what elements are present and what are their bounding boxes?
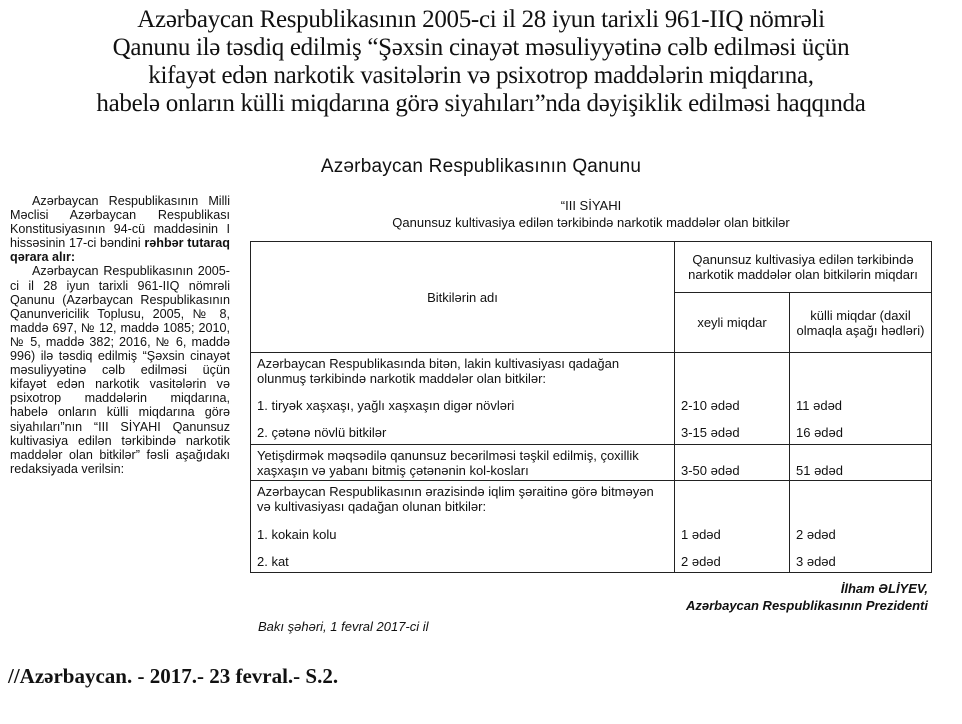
signatory-name: İlham ƏLİYEV, bbox=[840, 581, 928, 596]
list-number: “III SİYAHI bbox=[560, 198, 622, 213]
header-quantity-group: Qanunsuz kultivasiya edilən tərkibində narkotik maddələr olan bitkilərin miqdarı bbox=[675, 242, 932, 293]
list-heading bbox=[250, 197, 932, 231]
table-row bbox=[251, 423, 932, 445]
section-2-title: Yetişdirmək məqsədilə qanunsuz becərilməsi təşkil edilmiş, çoxillik xaşxaşın və yabanı bitmiş çətənənin kol-kosları bbox=[251, 445, 675, 481]
source-citation: //Azərbaycan. - 2017.- 23 fevral.- S.2. bbox=[8, 664, 339, 688]
document-heading bbox=[20, 6, 942, 118]
signatory-title: Azərbaycan Respublikasının Prezidenti bbox=[685, 598, 928, 613]
table-row bbox=[251, 552, 932, 573]
section-1-title: Azərbaycan Respublikasında bitən, lakin kultivasiyası qadağan olunmuş tərkibində narkotik maddələr olan bitkilər: bbox=[251, 353, 675, 396]
large-amount: 16 ədəd bbox=[790, 423, 932, 445]
signature bbox=[686, 580, 928, 614]
header-significant: xeyli miqdar bbox=[675, 293, 790, 353]
plant-name: 2. çətənə növlü bitkilər bbox=[251, 423, 675, 445]
significant-amount: 3-15 ədəd bbox=[675, 423, 790, 445]
table-row bbox=[251, 353, 932, 396]
place-date: Bakı şəhəri, 1 fevral 2017-ci il bbox=[258, 619, 429, 634]
heading-line-2: Qanunu ilə təsdiq edilmiş “Şəxsin cinayət məsuliyyətinə cəlb edilməsi üçün bbox=[112, 34, 850, 61]
large-amount: 3 ədəd bbox=[790, 552, 932, 573]
plant-name: 1. tiryək xaşxaşı, yağlı xaşxaşın digər növləri bbox=[251, 395, 675, 423]
section-3-title: Azərbaycan Respublikasının ərazisində iqlim şəraitinə görə bitməyən və kultivasiyası qadağan olunan bitkilər: bbox=[251, 481, 675, 525]
large-amount: 2 ədəd bbox=[790, 524, 932, 552]
empty-cell bbox=[790, 481, 932, 525]
preamble-paragraph-2: Azərbaycan Respublikasının 2005-ci il 28 iyun tarixli 961-IIQ nömrəli Qanunu (Azərbaycan Respublikasının Qanunvericilik Toplusu, 2005, № 8, maddə 697, № 12, maddə 1085; 2010, № 5, maddə 382; 2016, № 6, maddə 996) ilə təsdiq edilmiş “Şəxsin cinayət məsuliyyətinə cəlb edilməsi üçün kifayət edən narkotik vasitələrin və psixotrop maddələrin miqdarına, habelə onların külli miqdarına görə siyahıları”nın “III SİYAHI Qanunsuz kultivasiya edilən tərkibində narkotik maddələr olan bitkilər” fəsli aşağıdakı redaksiyada verilsin: bbox=[10, 264, 230, 476]
empty-cell bbox=[790, 353, 932, 396]
significant-amount: 3-50 ədəd bbox=[675, 445, 790, 481]
table-row bbox=[251, 395, 932, 423]
table-header-row bbox=[251, 242, 932, 293]
header-plants: Bitkilərin adı bbox=[251, 242, 675, 353]
significant-amount: 1 ədəd bbox=[675, 524, 790, 552]
plants-table bbox=[250, 241, 932, 573]
plant-name: 2. kat bbox=[251, 552, 675, 573]
large-amount: 51 ədəd bbox=[790, 445, 932, 481]
preamble-decision: rəhbər tutaraq qərara alır: bbox=[10, 236, 230, 265]
heading-line-1: Azərbaycan Respublikasının 2005-ci il 28 iyun tarixli 961-IIQ nömrəli bbox=[137, 6, 825, 33]
heading-line-3: kifayət edən narkotik vasitələrin və psixotrop maddələrin miqdarına, bbox=[148, 62, 814, 89]
preamble bbox=[10, 194, 230, 476]
table-row bbox=[251, 481, 932, 525]
preamble-text-1: Azərbaycan Respublikasının Milli Məclisi Azərbaycan Respublikası Konstitusiyasının 94-cü maddəsinin I hissəsinin 17-ci bəndini bbox=[10, 194, 230, 251]
law-subtitle: Azərbaycan Respublikasının Qanunu bbox=[320, 156, 642, 177]
large-amount: 11 ədəd bbox=[790, 395, 932, 423]
list-title: Qanunsuz kultivasiya edilən tərkibində narkotik maddələr olan bitkilər bbox=[392, 215, 790, 230]
empty-cell bbox=[675, 353, 790, 396]
significant-amount: 2 ədəd bbox=[675, 552, 790, 573]
table-row bbox=[251, 524, 932, 552]
preamble-paragraph-1 bbox=[10, 194, 230, 264]
header-large: külli miqdar (daxil olmaqla aşağı hədləri) bbox=[790, 293, 932, 353]
plant-name: 1. kokain kolu bbox=[251, 524, 675, 552]
empty-cell bbox=[675, 481, 790, 525]
table-row bbox=[251, 445, 932, 481]
heading-line-4: habelə onların külli miqdarına görə siyahıları”nda dəyişiklik edilməsi haqqında bbox=[96, 90, 866, 117]
significant-amount: 2-10 ədəd bbox=[675, 395, 790, 423]
